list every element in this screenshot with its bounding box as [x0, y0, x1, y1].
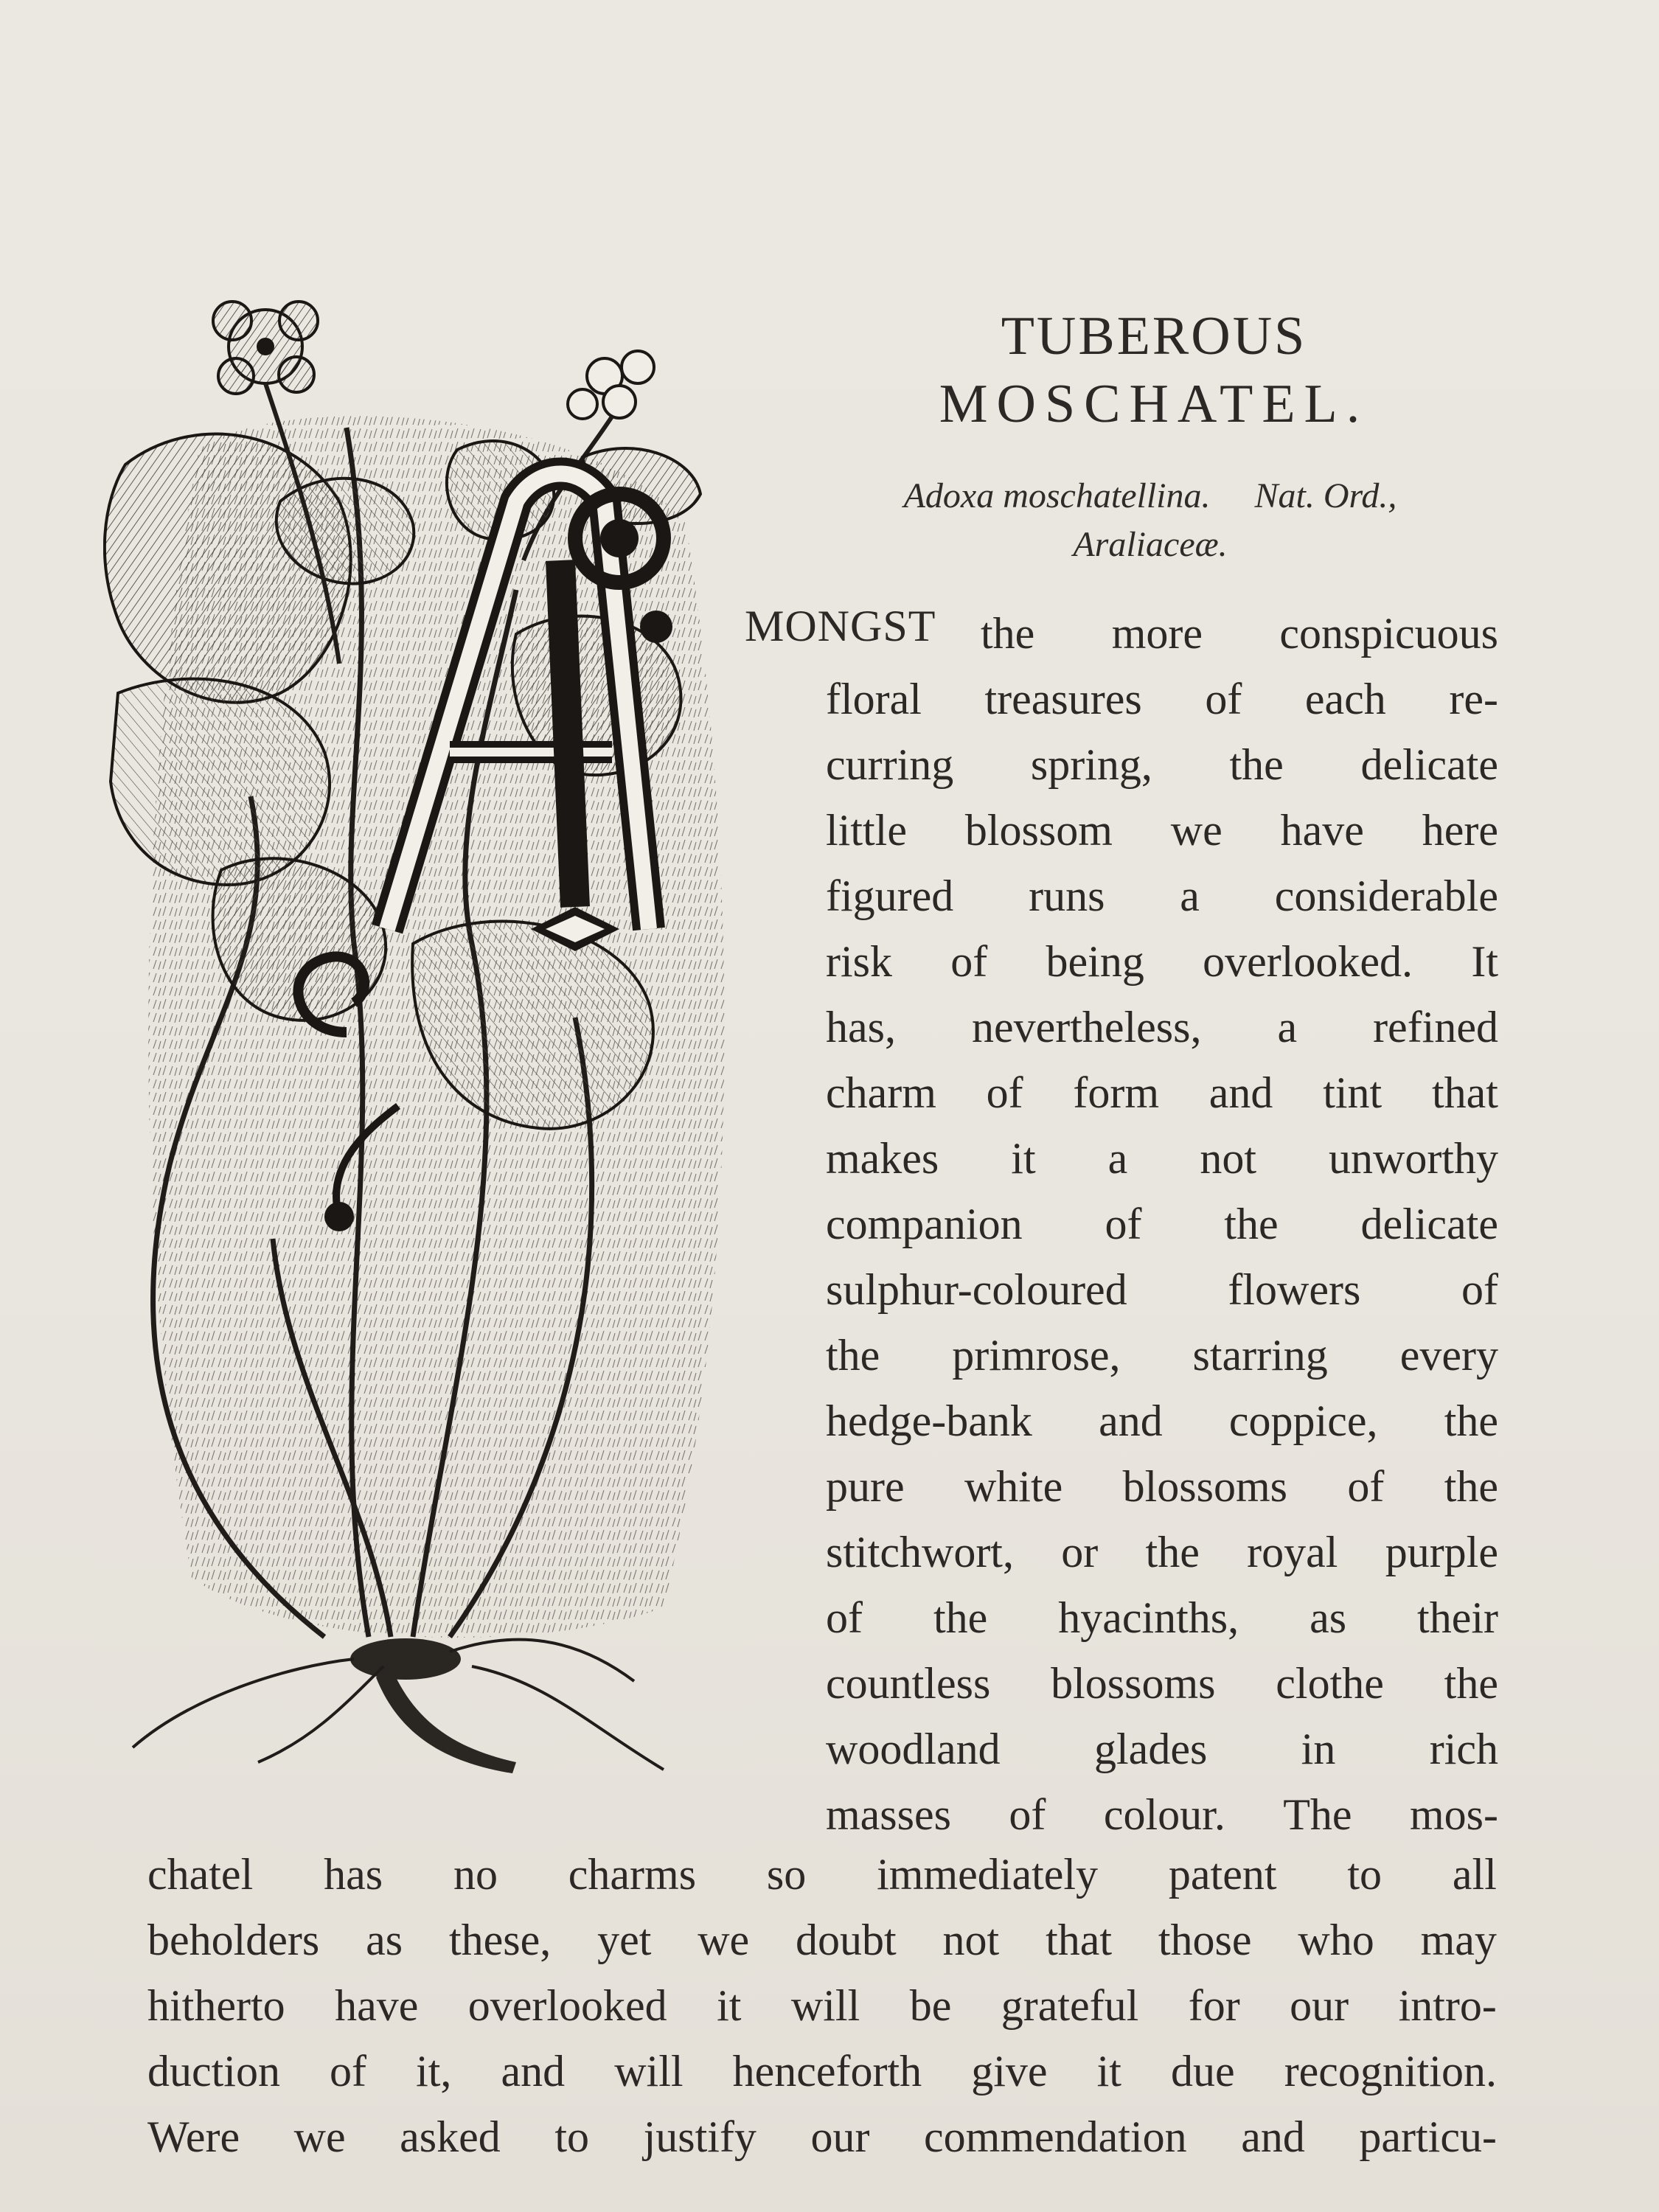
word: henceforth — [732, 2047, 922, 2096]
word: unworthy — [1329, 1134, 1498, 1183]
word: being — [1046, 937, 1144, 986]
word: companion — [826, 1200, 1023, 1248]
word: not — [942, 1916, 1000, 1964]
text-line — [826, 1257, 1498, 1323]
word: so — [766, 1850, 807, 1899]
word: re- — [1449, 675, 1498, 723]
word: and — [1241, 2112, 1305, 2161]
text-line — [826, 995, 1498, 1060]
word: colour. — [1103, 1790, 1225, 1839]
word: sulphur-coloured — [826, 1265, 1127, 1314]
word: little — [826, 806, 907, 855]
word: clothe — [1276, 1659, 1384, 1708]
word: risk — [826, 937, 892, 986]
text-line — [826, 667, 1498, 732]
word: countless — [826, 1659, 991, 1708]
word: as — [366, 1916, 403, 1964]
word: every — [1399, 1331, 1498, 1380]
word: glades — [1094, 1725, 1208, 1773]
word: mos- — [1409, 1790, 1498, 1839]
word: curring — [826, 740, 954, 789]
word: of — [950, 937, 988, 986]
text-line — [147, 1907, 1497, 1973]
word: we — [698, 1916, 750, 1964]
word: our — [810, 2112, 870, 2161]
word: no — [453, 1850, 498, 1899]
word: to — [1347, 1850, 1382, 1899]
word: It — [1471, 937, 1498, 986]
latin-name: Adoxa moschatellina. — [903, 476, 1211, 515]
word: runs — [1029, 872, 1105, 920]
word: of — [986, 1068, 1023, 1117]
word: who — [1298, 1916, 1374, 1964]
word: it — [1096, 2047, 1121, 2096]
word: of — [330, 2047, 367, 2096]
word: has — [324, 1850, 383, 1899]
word: doubt — [796, 1916, 897, 1964]
word: has, — [826, 1003, 896, 1051]
word: delicate — [1360, 1200, 1498, 1248]
word: blossom — [964, 806, 1113, 855]
text-line — [826, 1585, 1498, 1651]
word: Were — [147, 2112, 240, 2161]
word: rich — [1429, 1725, 1498, 1773]
word: royal — [1247, 1528, 1338, 1576]
word: duction — [147, 2047, 280, 2096]
word: all — [1452, 1850, 1497, 1899]
word: their — [1417, 1593, 1498, 1642]
word: and — [1099, 1397, 1163, 1445]
word: commendation — [924, 2112, 1187, 2161]
text-line — [826, 732, 1498, 798]
word: to — [554, 2112, 590, 2161]
word: The — [1283, 1790, 1352, 1839]
word: have — [1280, 806, 1364, 855]
word: the — [1444, 1659, 1498, 1708]
text-line — [826, 1782, 1498, 1848]
text-line — [826, 863, 1498, 929]
word: a — [1180, 872, 1200, 920]
text-line — [147, 2104, 1497, 2170]
word: in — [1301, 1725, 1336, 1773]
word: here — [1422, 806, 1498, 855]
word: of — [1347, 1462, 1385, 1511]
order-label: Nat. Ord., — [1254, 476, 1397, 515]
word: grateful — [1001, 1981, 1139, 2030]
word: due — [1170, 2047, 1235, 2096]
full-width-text — [147, 1842, 1497, 2170]
word: blossoms — [1051, 1659, 1216, 1708]
word: yet — [597, 1916, 652, 1964]
word: these, — [448, 1916, 552, 1964]
word: overlooked. — [1203, 937, 1413, 986]
word: of — [1461, 1265, 1498, 1314]
text-line — [826, 1520, 1498, 1585]
word: the — [933, 1593, 988, 1642]
word: more — [1111, 609, 1203, 658]
word: the — [981, 609, 1035, 658]
word: immediately — [877, 1850, 1099, 1899]
word: beholders — [147, 1916, 320, 1964]
word: each — [1304, 675, 1386, 723]
word: treasures — [984, 675, 1142, 723]
word: of — [1105, 1200, 1142, 1248]
word: it, — [416, 2047, 452, 2096]
word: coppice, — [1228, 1397, 1378, 1445]
word: hedge-bank — [826, 1397, 1032, 1445]
word: chatel — [147, 1850, 254, 1899]
text-line — [826, 1192, 1498, 1257]
word: of — [1205, 675, 1242, 723]
text-line — [826, 1323, 1498, 1388]
word: particu- — [1359, 2112, 1497, 2161]
article-title — [870, 302, 1438, 438]
word: have — [335, 1981, 419, 2030]
text-line — [147, 1973, 1497, 2039]
word: makes — [826, 1134, 939, 1183]
word: tint — [1323, 1068, 1382, 1117]
text-line — [826, 929, 1498, 995]
text-line — [826, 1388, 1498, 1454]
text-line — [826, 798, 1498, 863]
word: primrose, — [952, 1331, 1121, 1380]
word: white — [964, 1462, 1063, 1511]
word: and — [1208, 1068, 1273, 1117]
word: or — [1061, 1528, 1099, 1576]
word: delicate — [1360, 740, 1498, 789]
word: not — [1200, 1134, 1256, 1183]
word: the — [1229, 740, 1284, 789]
order-name: Araliaceæ. — [1073, 525, 1228, 564]
word: will — [614, 2047, 684, 2096]
dropcap-continuation: MONGST — [745, 602, 936, 650]
text-line — [147, 1842, 1497, 1907]
word: asked — [400, 2112, 501, 2161]
word: a — [1277, 1003, 1298, 1051]
word: considerable — [1274, 872, 1498, 920]
word: give — [971, 2047, 1048, 2096]
text-line — [826, 1651, 1498, 1717]
word: masses — [826, 1790, 951, 1839]
word: those — [1158, 1916, 1252, 1964]
word: the — [826, 1331, 880, 1380]
botanical-subtitle — [818, 472, 1482, 569]
word: as — [1310, 1593, 1347, 1642]
word: be — [909, 1981, 952, 2030]
word: the — [1145, 1528, 1200, 1576]
word: we — [293, 2112, 346, 2161]
word: that — [1046, 1916, 1113, 1964]
word: hitherto — [147, 1981, 285, 2030]
word: the — [1224, 1200, 1279, 1248]
word: figured — [826, 872, 954, 920]
word: of — [826, 1593, 863, 1642]
text-line — [147, 2039, 1497, 2104]
word: hyacinths, — [1058, 1593, 1239, 1642]
word: charm — [826, 1068, 936, 1117]
word: purple — [1385, 1528, 1498, 1576]
word: woodland — [826, 1725, 1001, 1773]
word: the — [1444, 1397, 1498, 1445]
word: starring — [1192, 1331, 1328, 1380]
word: overlooked — [467, 1981, 667, 2030]
word: may — [1420, 1916, 1497, 1964]
word: nevertheless, — [971, 1003, 1202, 1051]
word: blossoms — [1122, 1462, 1288, 1511]
word: spring, — [1030, 740, 1152, 789]
word: refined — [1373, 1003, 1498, 1051]
text-line — [826, 1060, 1498, 1126]
text-line — [826, 601, 1498, 667]
word: of — [1009, 1790, 1046, 1839]
word: and — [501, 2047, 566, 2096]
word: justify — [643, 2112, 757, 2161]
word: it — [1011, 1134, 1036, 1183]
word: patent — [1168, 1850, 1277, 1899]
word: the — [1444, 1462, 1498, 1511]
word: we — [1170, 806, 1222, 855]
word: conspicuous — [1279, 609, 1498, 658]
moschatel-plant-illustration — [103, 280, 752, 1799]
text-line — [826, 1126, 1498, 1192]
word: a — [1107, 1134, 1128, 1183]
word: floral — [826, 675, 922, 723]
word: flowers — [1228, 1265, 1361, 1314]
text-line — [826, 1717, 1498, 1782]
word: charms — [568, 1850, 697, 1899]
word: intro- — [1398, 1981, 1497, 2030]
word: our — [1290, 1981, 1349, 2030]
narrow-column-text — [826, 601, 1498, 1848]
word: it — [717, 1981, 742, 2030]
word: recognition. — [1284, 2047, 1497, 2096]
word: pure — [826, 1462, 905, 1511]
word: that — [1431, 1068, 1498, 1117]
title-line-1: TUBEROUS — [1001, 306, 1307, 366]
text-line — [826, 1454, 1498, 1520]
title-line-2: MOSCHATEL. — [939, 374, 1369, 434]
word: for — [1188, 1981, 1240, 2030]
word: will — [790, 1981, 860, 2030]
word: stitchwort, — [826, 1528, 1014, 1576]
word: form — [1073, 1068, 1160, 1117]
